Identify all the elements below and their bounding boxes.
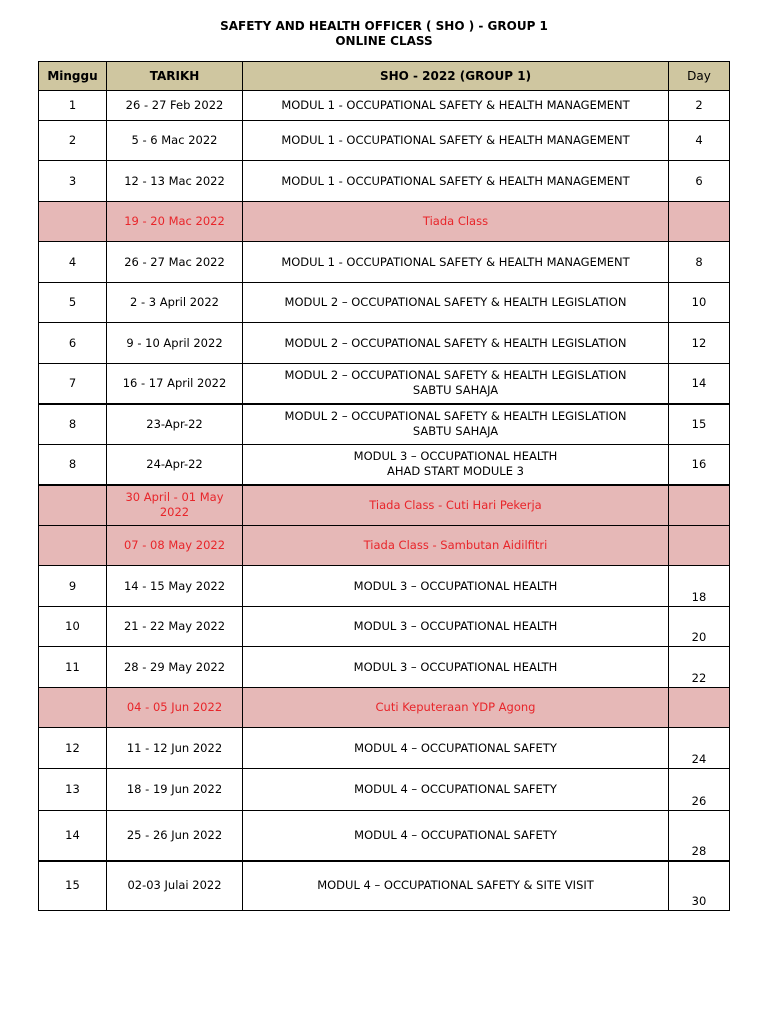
holiday-label: Tiada Class bbox=[243, 202, 669, 242]
module-cell bbox=[243, 861, 669, 911]
date-cell: 24-Apr-22 bbox=[107, 445, 243, 485]
date-cell: 16 - 17 April 2022 bbox=[107, 364, 243, 404]
week-cell bbox=[39, 202, 107, 242]
holiday-label: Cuti Keputeraan YDP Agong bbox=[243, 688, 669, 728]
table-row bbox=[39, 91, 730, 121]
module-title: MODUL 2 – OCCUPATIONAL SAFETY & HEALTH LEGISLATION bbox=[284, 368, 627, 383]
module-title: MODUL 1 - OCCUPATIONAL SAFETY & HEALTH MANAGEMENT bbox=[281, 98, 630, 112]
module-cell bbox=[243, 242, 669, 283]
module-cell bbox=[243, 728, 669, 769]
module-title: MODUL 4 – OCCUPATIONAL SAFETY bbox=[354, 782, 557, 796]
module-title: MODUL 2 – OCCUPATIONAL SAFETY & HEALTH LEGISLATION bbox=[284, 409, 627, 424]
module-cell bbox=[243, 811, 669, 861]
module-cell bbox=[243, 364, 669, 404]
day-cell: 14 bbox=[669, 364, 730, 404]
date-cell: 30 April - 01 May 2022 bbox=[107, 485, 243, 526]
week-cell: 5 bbox=[39, 283, 107, 323]
module-cell bbox=[243, 769, 669, 811]
module-note: SABTU SAHAJA bbox=[412, 424, 499, 439]
week-cell: 15 bbox=[39, 861, 107, 911]
day-cell: 10 bbox=[669, 283, 730, 323]
date-cell: 21 - 22 May 2022 bbox=[107, 607, 243, 647]
week-cell bbox=[39, 485, 107, 526]
table-row bbox=[39, 161, 730, 202]
day-cell: 12 bbox=[669, 323, 730, 364]
module-cell bbox=[243, 323, 669, 364]
header-week: Minggu bbox=[39, 62, 107, 91]
week-cell: 12 bbox=[39, 728, 107, 769]
day-cell: 20 bbox=[669, 607, 730, 647]
date-cell: 25 - 26 Jun 2022 bbox=[107, 811, 243, 861]
table-row bbox=[39, 364, 730, 404]
module-title: MODUL 1 - OCCUPATIONAL SAFETY & HEALTH MANAGEMENT bbox=[281, 254, 630, 269]
date-cell: 26 - 27 Mac 2022 bbox=[107, 242, 243, 283]
day-cell: 2 bbox=[669, 91, 730, 121]
document-title: SAFETY AND HEALTH OFFICER ( SHO ) - GROUP 1 bbox=[220, 19, 548, 33]
day-cell: 18 bbox=[669, 566, 730, 607]
module-note: AHAD START MODULE 3 bbox=[387, 464, 524, 479]
module-title: MODUL 3 – OCCUPATIONAL HEALTH bbox=[353, 578, 558, 593]
table-header-row bbox=[39, 62, 730, 91]
week-cell: 2 bbox=[39, 121, 107, 161]
date-cell: 2 - 3 April 2022 bbox=[107, 283, 243, 323]
table-row bbox=[39, 404, 730, 445]
module-title: MODUL 4 – OCCUPATIONAL SAFETY bbox=[354, 740, 557, 755]
module-title: MODUL 2 – OCCUPATIONAL SAFETY & HEALTH LEGISLATION bbox=[284, 335, 627, 350]
table-row bbox=[39, 242, 730, 283]
week-cell: 7 bbox=[39, 364, 107, 404]
holiday-label: Tiada Class - Cuti Hari Pekerja bbox=[243, 485, 669, 526]
table-row bbox=[39, 647, 730, 688]
date-cell: 9 - 10 April 2022 bbox=[107, 323, 243, 364]
module-cell bbox=[243, 121, 669, 161]
module-title: MODUL 4 – OCCUPATIONAL SAFETY & SITE VISIT bbox=[317, 878, 594, 893]
table-row bbox=[39, 861, 730, 911]
date-cell: 07 - 08 May 2022 bbox=[107, 526, 243, 566]
day-cell: 6 bbox=[669, 161, 730, 202]
week-cell: 11 bbox=[39, 647, 107, 688]
date-cell: 02-03 Julai 2022 bbox=[107, 861, 243, 911]
table-row bbox=[39, 323, 730, 364]
header-program: SHO - 2022 (GROUP 1) bbox=[243, 62, 669, 91]
date-cell: 5 - 6 Mac 2022 bbox=[107, 121, 243, 161]
module-cell bbox=[243, 607, 669, 647]
header-date: TARIKH bbox=[107, 62, 243, 91]
module-title: MODUL 1 - OCCUPATIONAL SAFETY & HEALTH MANAGEMENT bbox=[281, 133, 630, 147]
week-cell: 8 bbox=[39, 404, 107, 445]
module-title: MODUL 1 - OCCUPATIONAL SAFETY & HEALTH MANAGEMENT bbox=[281, 173, 630, 188]
table-row bbox=[39, 566, 730, 607]
day-cell: 28 bbox=[669, 811, 730, 861]
holiday-row bbox=[39, 485, 730, 526]
date-cell: 28 - 29 May 2022 bbox=[107, 647, 243, 688]
day-cell: 16 bbox=[669, 445, 730, 485]
table-row bbox=[39, 445, 730, 485]
module-title: MODUL 2 – OCCUPATIONAL SAFETY & HEALTH LEGISLATION bbox=[284, 295, 627, 309]
date-cell: 19 - 20 Mac 2022 bbox=[107, 202, 243, 242]
week-cell: 9 bbox=[39, 566, 107, 607]
date-cell: 12 - 13 Mac 2022 bbox=[107, 161, 243, 202]
week-cell: 13 bbox=[39, 769, 107, 811]
day-cell: 4 bbox=[669, 121, 730, 161]
day-cell: 22 bbox=[669, 647, 730, 688]
day-cell: 26 bbox=[669, 769, 730, 811]
table-row bbox=[39, 728, 730, 769]
module-title: MODUL 4 – OCCUPATIONAL SAFETY bbox=[354, 827, 557, 842]
week-cell bbox=[39, 688, 107, 728]
week-cell: 4 bbox=[39, 242, 107, 283]
day-cell: 30 bbox=[669, 861, 730, 911]
week-cell: 14 bbox=[39, 811, 107, 861]
week-cell bbox=[39, 526, 107, 566]
schedule-table bbox=[38, 61, 730, 911]
day-cell: 8 bbox=[669, 242, 730, 283]
day-cell bbox=[669, 688, 730, 728]
day-cell: 15 bbox=[669, 404, 730, 445]
module-cell bbox=[243, 647, 669, 688]
day-cell bbox=[669, 202, 730, 242]
module-title: MODUL 3 – OCCUPATIONAL HEALTH bbox=[353, 659, 558, 674]
week-cell: 8 bbox=[39, 445, 107, 485]
table-row bbox=[39, 811, 730, 861]
day-cell: 24 bbox=[669, 728, 730, 769]
week-cell: 6 bbox=[39, 323, 107, 364]
holiday-row bbox=[39, 688, 730, 728]
document-subtitle: ONLINE CLASS bbox=[335, 34, 433, 48]
module-cell bbox=[243, 283, 669, 323]
table-row bbox=[39, 769, 730, 811]
holiday-row bbox=[39, 526, 730, 566]
day-cell bbox=[669, 485, 730, 526]
date-cell: 26 - 27 Feb 2022 bbox=[107, 91, 243, 121]
module-cell bbox=[243, 404, 669, 445]
holiday-row bbox=[39, 202, 730, 242]
module-cell bbox=[243, 566, 669, 607]
week-cell: 1 bbox=[39, 91, 107, 121]
day-cell bbox=[669, 526, 730, 566]
header-day: Day bbox=[669, 62, 730, 91]
week-cell: 3 bbox=[39, 161, 107, 202]
table-row bbox=[39, 121, 730, 161]
date-cell: 11 - 12 Jun 2022 bbox=[107, 728, 243, 769]
date-cell: 04 - 05 Jun 2022 bbox=[107, 688, 243, 728]
week-cell: 10 bbox=[39, 607, 107, 647]
holiday-label: Tiada Class - Sambutan Aidilfitri bbox=[243, 526, 669, 566]
table-row bbox=[39, 607, 730, 647]
date-cell: 23-Apr-22 bbox=[107, 404, 243, 445]
module-note: SABTU SAHAJA bbox=[412, 383, 499, 398]
module-cell bbox=[243, 445, 669, 485]
date-cell: 14 - 15 May 2022 bbox=[107, 566, 243, 607]
table-row bbox=[39, 283, 730, 323]
module-title: MODUL 3 – OCCUPATIONAL HEALTH bbox=[353, 619, 558, 633]
module-cell bbox=[243, 91, 669, 121]
date-cell: 18 - 19 Jun 2022 bbox=[107, 769, 243, 811]
module-cell bbox=[243, 161, 669, 202]
module-title: MODUL 3 – OCCUPATIONAL HEALTH bbox=[353, 449, 558, 464]
